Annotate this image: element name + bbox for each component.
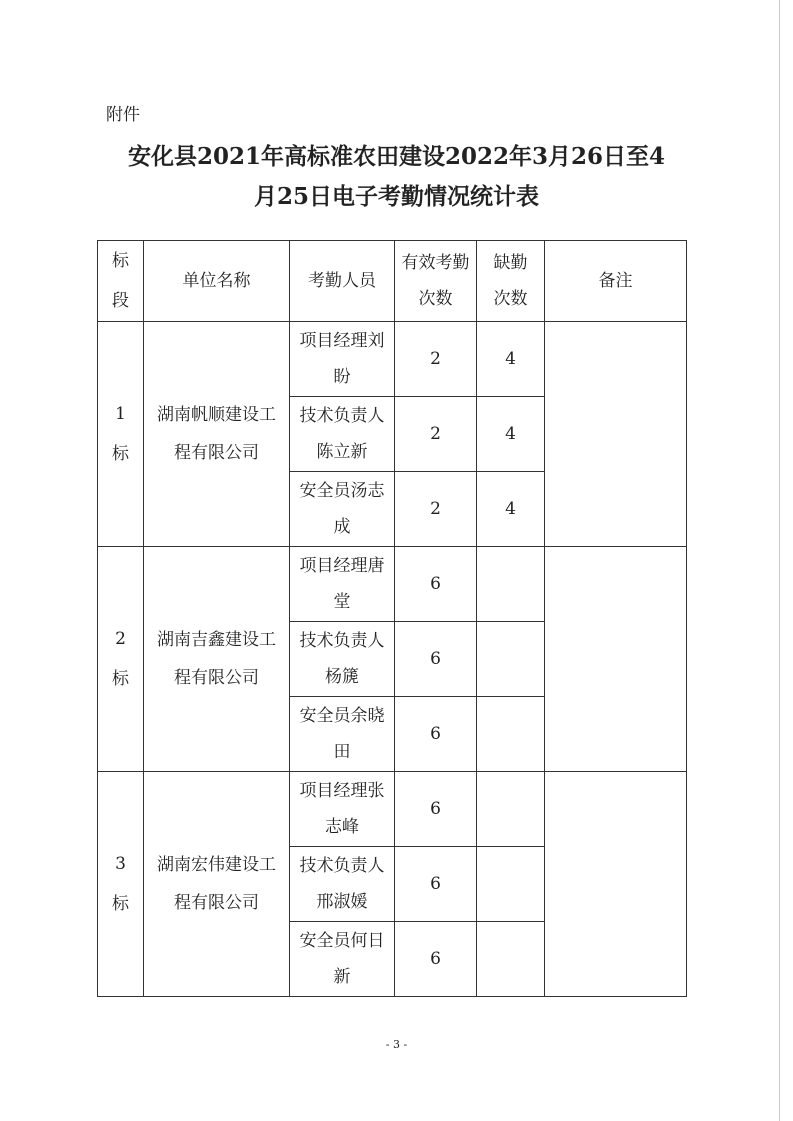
table-row [98, 322, 687, 397]
absent-count-cell [477, 922, 545, 997]
staff-cell: 技术负责人杨篪 [290, 622, 395, 697]
staff-cell: 安全员何日新 [290, 922, 395, 997]
scan-edge-line [779, 0, 780, 1121]
remark-cell [545, 322, 687, 547]
absent-count-cell [477, 547, 545, 622]
header-section: 标段 [98, 241, 144, 322]
staff-cell: 技术负责人陈立新 [290, 397, 395, 472]
table-row [98, 547, 687, 622]
absent-count-cell: 4 [477, 397, 545, 472]
valid-count-cell: 6 [395, 772, 477, 847]
absent-count-cell [477, 622, 545, 697]
absent-count-cell [477, 697, 545, 772]
unit-cell: 湖南吉鑫建设工程有限公司 [144, 547, 290, 772]
valid-count-cell: 6 [395, 922, 477, 997]
unit-cell: 湖南宏伟建设工程有限公司 [144, 772, 290, 997]
valid-count-cell: 2 [395, 472, 477, 547]
absent-count-cell: 4 [477, 472, 545, 547]
table-header-row [98, 241, 687, 322]
header-absent: 缺勤次数 [477, 241, 545, 322]
valid-count-cell: 6 [395, 547, 477, 622]
absent-count-cell [477, 772, 545, 847]
unit-cell: 湖南帆顺建设工程有限公司 [144, 322, 290, 547]
valid-count-cell: 6 [395, 622, 477, 697]
valid-count-cell: 2 [395, 397, 477, 472]
absent-count-cell: 4 [477, 322, 545, 397]
table-row [98, 772, 687, 847]
document-title-line2: 月25日电子考勤情况统计表 [253, 183, 539, 210]
remark-cell [545, 547, 687, 772]
header-unit: 单位名称 [144, 241, 290, 322]
header-valid: 有效考勤次数 [395, 241, 477, 322]
attendance-table [97, 240, 687, 997]
absent-count-cell [477, 847, 545, 922]
staff-cell: 项目经理刘盼 [290, 322, 395, 397]
page-number: - 3 - [385, 1038, 408, 1051]
staff-cell: 项目经理唐堂 [290, 547, 395, 622]
document-title-line1: 安化县2021年高标准农田建设2022年3月26日至4 [127, 143, 666, 170]
section-cell: 1标 [98, 322, 144, 547]
header-staff: 考勤人员 [290, 241, 395, 322]
header-remark: 备注 [545, 241, 687, 322]
attachment-label: 附件 [106, 105, 140, 125]
remark-cell [545, 772, 687, 997]
staff-cell: 项目经理张志峰 [290, 772, 395, 847]
staff-cell: 安全员余晓田 [290, 697, 395, 772]
section-cell: 3标 [98, 772, 144, 997]
valid-count-cell: 6 [395, 847, 477, 922]
valid-count-cell: 6 [395, 697, 477, 772]
section-cell: 2标 [98, 547, 144, 772]
staff-cell: 技术负责人邢淑媛 [290, 847, 395, 922]
staff-cell: 安全员汤志成 [290, 472, 395, 547]
valid-count-cell: 2 [395, 322, 477, 397]
